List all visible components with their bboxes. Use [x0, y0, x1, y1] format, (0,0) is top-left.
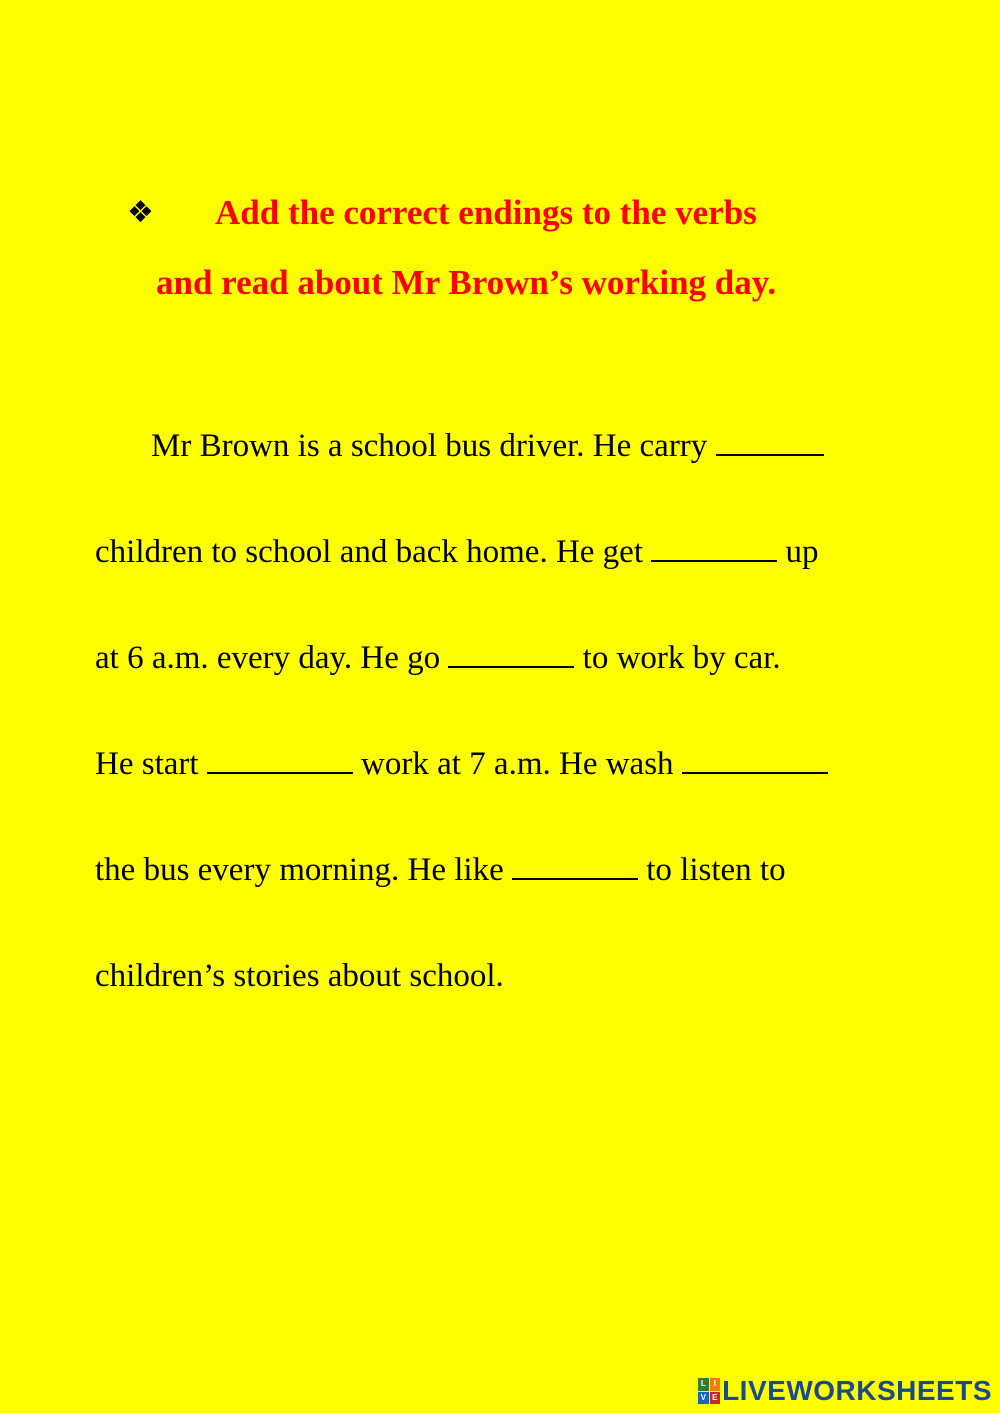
passage-line-2	[95, 520, 915, 626]
passage-text: the bus every morning. He like	[95, 852, 512, 888]
instruction-text-2: and read about Mr Brown’s working day.	[156, 263, 777, 302]
passage-line-4	[95, 732, 915, 838]
passage	[95, 414, 915, 1050]
passage-line-3	[95, 626, 915, 732]
blank-carry[interactable]	[716, 430, 824, 456]
blank-go[interactable]	[448, 642, 574, 668]
blank-wash[interactable]	[682, 748, 828, 774]
passage-text: up	[777, 534, 819, 570]
passage-text: Mr Brown is a school bus driver. He carry	[151, 428, 716, 464]
brand-name: LIVEWORKSHEETS	[722, 1375, 992, 1406]
instruction-line-2	[0, 248, 1000, 318]
passage-text: He start	[95, 746, 207, 782]
passage-text: at 6 a.m. every day. He go	[95, 640, 449, 676]
passage-text: children’s stories about school.	[95, 958, 504, 994]
blank-start[interactable]	[207, 748, 353, 774]
passage-line-6	[95, 944, 915, 1050]
liveworksheets-logo	[698, 1375, 992, 1407]
passage-text: work at 7 a.m. He wash	[352, 746, 682, 782]
instruction-line-1	[0, 178, 1000, 248]
instruction-text-1: Add the correct endings to the verbs	[215, 193, 757, 232]
logo-mark-icon: L I V E	[698, 1378, 720, 1404]
blank-like[interactable]	[512, 854, 638, 880]
passage-text: to listen to	[637, 852, 786, 888]
blank-get[interactable]	[651, 536, 777, 562]
diamond-bullet-icon: ❖	[127, 195, 154, 230]
passage-line-1	[95, 414, 915, 520]
instruction-heading	[0, 178, 1000, 318]
passage-line-5	[95, 838, 915, 944]
passage-text: children to school and back home. He get	[95, 534, 652, 570]
passage-text: to work by car.	[574, 640, 781, 676]
